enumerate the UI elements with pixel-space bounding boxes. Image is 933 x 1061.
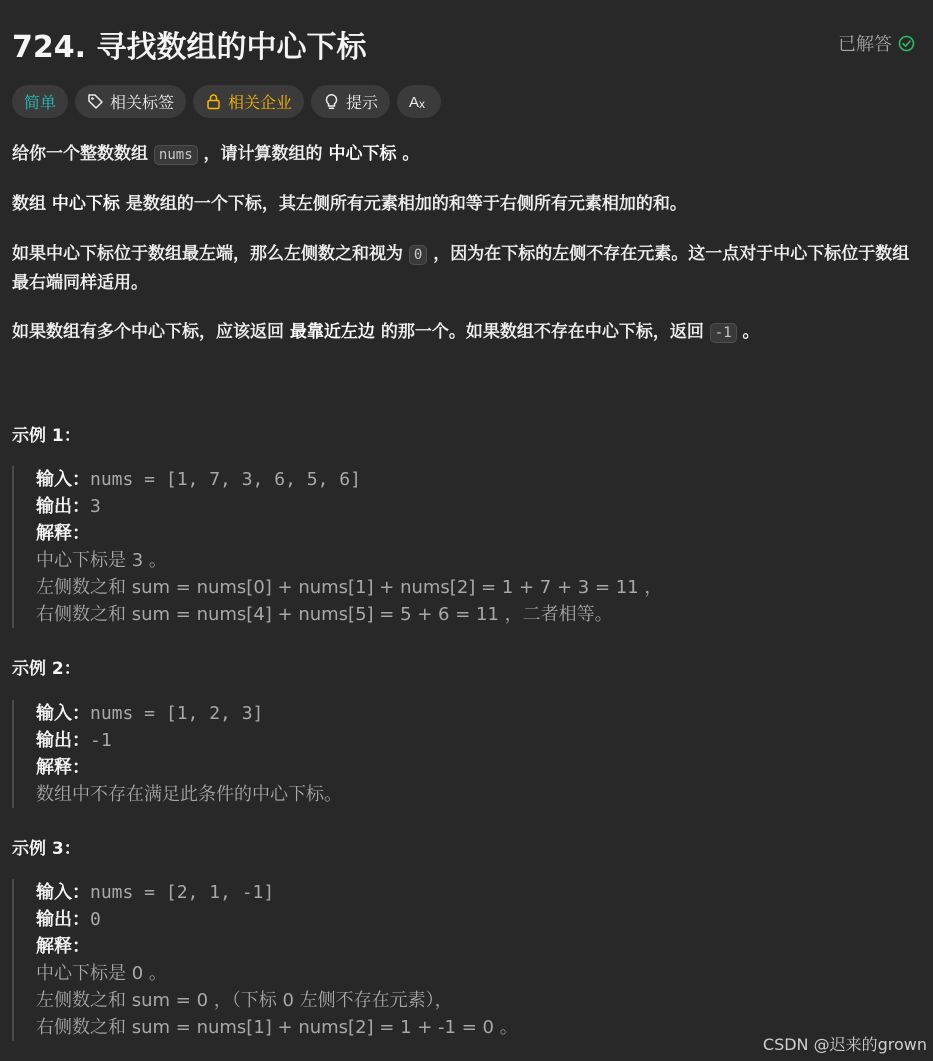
desc-text: 的那一个。如果数组不存在中心下标，返回 — [374, 322, 710, 342]
explanation-line: 右侧数之和 sum = nums[1] + nums[2] = 1 + -1 = 0 。 — [36, 1017, 518, 1038]
solved-label: 已解答 — [838, 34, 892, 55]
related-tags-label: 相关标签 — [110, 93, 175, 112]
watermark: CSDN @迟来的grown — [762, 1035, 927, 1054]
desc-text: ，因为在下标的左侧不存在元素。这一点对于中心下标位于数组最右端同样适用。 — [12, 244, 910, 293]
output-value: 0 — [90, 909, 101, 930]
example-title: 示例 2： — [12, 659, 81, 679]
output-label: 输出： — [36, 730, 90, 751]
lightbulb-icon — [323, 93, 340, 110]
related-companies-button[interactable] — [193, 85, 304, 118]
example-explanation-label — [36, 933, 518, 960]
input-value: nums = [2, 1, -1] — [90, 882, 275, 903]
output-value: -1 — [90, 730, 112, 751]
translate-button[interactable] — [397, 85, 441, 118]
description-paragraph — [12, 240, 917, 297]
desc-bold: 中心下标 — [328, 144, 397, 164]
example-explanation-label — [36, 520, 662, 547]
example-input — [36, 700, 342, 727]
input-value: nums = [1, 7, 3, 6, 5, 6] — [90, 469, 361, 490]
example-block — [12, 879, 518, 1041]
example-input — [36, 466, 662, 493]
output-label: 输出： — [36, 909, 90, 930]
example-output — [36, 727, 342, 754]
lock-icon — [205, 93, 222, 110]
desc-text: ，请计算数组的 — [197, 144, 329, 164]
example-explanation-label — [36, 754, 342, 781]
example-input — [36, 879, 518, 906]
desc-text: 数组 — [12, 194, 52, 214]
inline-code: 0 — [409, 245, 427, 265]
hint-button[interactable] — [311, 85, 390, 118]
title-row — [12, 22, 917, 66]
output-value: 3 — [90, 496, 101, 517]
example-block — [12, 700, 342, 808]
svg-text:A: A — [409, 94, 420, 110]
example-block — [12, 466, 662, 628]
problem-title[interactable]: 724. 寻找数组的中心下标 — [12, 30, 367, 65]
inline-code: nums — [154, 145, 198, 165]
desc-bold: 最靠近左边 — [289, 322, 375, 342]
difficulty-label: 简单 — [24, 93, 57, 112]
solved-status — [838, 30, 915, 56]
explain-label: 解释： — [36, 523, 90, 544]
example-output — [36, 906, 518, 933]
tag-bar — [12, 85, 441, 118]
explain-label: 解释： — [36, 936, 90, 957]
desc-text: 。 — [396, 144, 420, 164]
description-paragraph — [12, 190, 917, 218]
related-companies-label: 相关企业 — [228, 93, 293, 112]
related-tags-button[interactable] — [75, 85, 186, 118]
input-label: 输入： — [36, 703, 90, 724]
description-paragraph — [12, 318, 917, 347]
description-paragraph — [12, 140, 917, 169]
explanation-line: 左侧数之和 sum = 0 ，（下标 0 左侧不存在元素）， — [36, 990, 453, 1011]
svg-text:x: x — [419, 97, 426, 110]
explanation-line: 右侧数之和 sum = nums[4] + nums[5] = 5 + 6 = 11 ，二者相等。 — [36, 604, 613, 625]
explanation-line: 数组中不存在满足此条件的中心下标。 — [36, 784, 342, 805]
explanation-line: 左侧数之和 sum = nums[0] + nums[1] + nums[2] = 1 + 7 + 3 = 11 ， — [36, 577, 663, 598]
example-title: 示例 1： — [12, 426, 81, 446]
desc-text: 给你一个整数数组 — [12, 144, 154, 164]
hint-label: 提示 — [346, 93, 379, 112]
example-output — [36, 493, 662, 520]
input-label: 输入： — [36, 469, 90, 490]
difficulty-tag[interactable] — [12, 85, 68, 118]
desc-text: 如果数组有多个中心下标，应该返回 — [12, 322, 290, 342]
desc-text: 如果中心下标位于数组最左端，那么左侧数之和视为 — [12, 244, 409, 264]
desc-text: 。 — [736, 322, 760, 342]
explanation-line: 中心下标是 3 。 — [36, 550, 167, 571]
input-label: 输入： — [36, 882, 90, 903]
inline-code: -1 — [710, 323, 737, 343]
explain-label: 解释： — [36, 757, 90, 778]
input-value: nums = [1, 2, 3] — [90, 703, 264, 724]
output-label: 输出： — [36, 496, 90, 517]
tag-icon — [87, 93, 104, 110]
check-circle-icon — [898, 35, 915, 52]
desc-text: 是数组的一个下标，其左侧所有元素相加的和等于右侧所有元素相加的和。 — [119, 194, 687, 214]
explanation-line: 中心下标是 0 。 — [36, 963, 167, 984]
example-title: 示例 3： — [12, 839, 81, 859]
desc-bold: 中心下标 — [51, 194, 120, 214]
translate-icon — [409, 93, 429, 110]
